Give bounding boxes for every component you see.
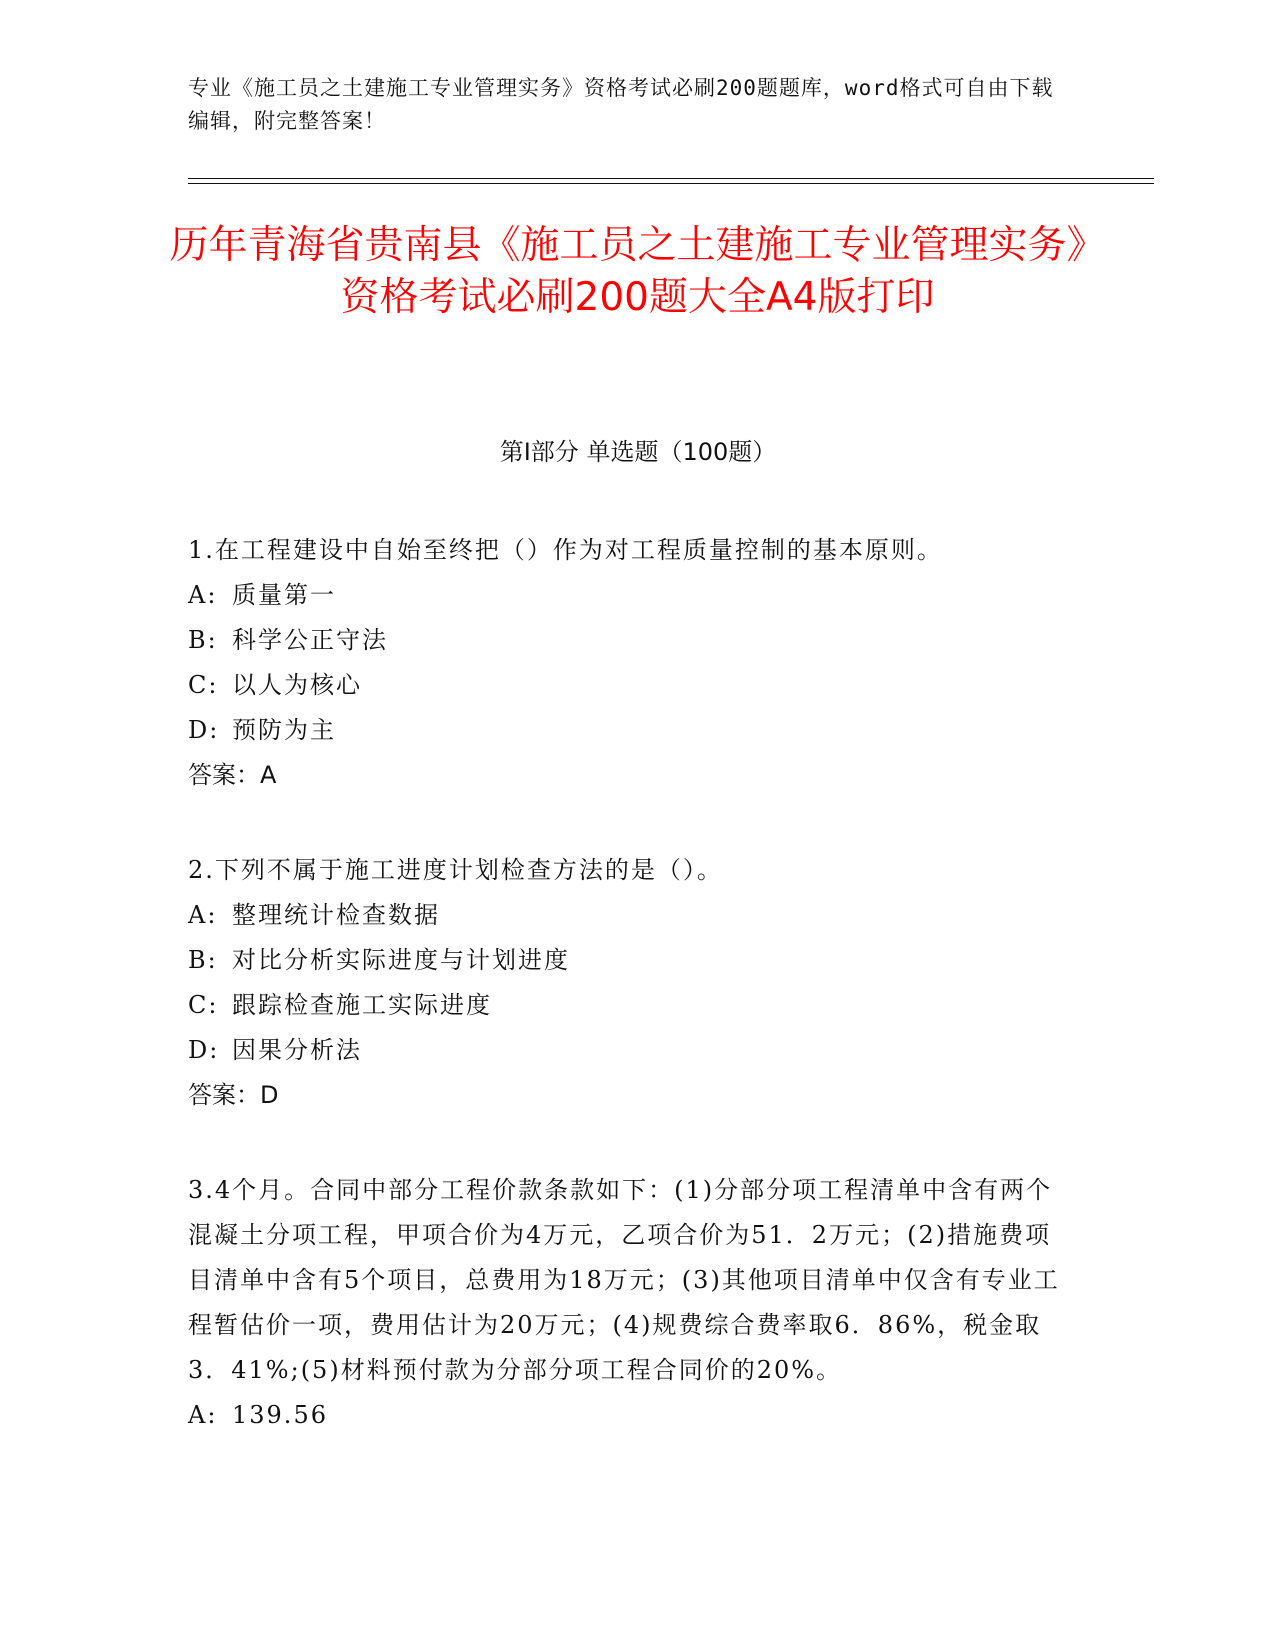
header-rule-bottom — [188, 183, 1154, 184]
question-1 — [188, 528, 1068, 798]
option-text: 以人为核心 — [232, 671, 362, 699]
option-d — [188, 708, 1068, 753]
question-text: 1.在工程建设中自始至终把（）作为对工程质量控制的基本原则。 — [188, 536, 943, 564]
header-rule-top — [188, 178, 1154, 179]
question-text: 3.4个月。合同中部分工程价款条款如下：(1)分部分项工程清单中含有两个混凝土分项工程，甲项合价为4万元，乙项合价为51．2万元；(2)措施费项目清单中含有5个项目，总费用为18万元；(3)其他项目清单中仅含有专业工程暂估价一项，费用估计为20万元；(4)规费综合费率取6．86%，税金取3．41%;(5)材料预付款为分部分项工程合同价的20%。 — [188, 1176, 1060, 1384]
option-text: 整理统计检查数据 — [232, 901, 440, 929]
document-title: 历年青海省贵南县《施工员之土建施工专业管理实务》资格考试必刷200题大全A4版打印 — [169, 223, 1106, 320]
answer: 答案：A — [188, 761, 277, 789]
option-text: 对比分析实际进度与计划进度 — [232, 946, 570, 974]
option-a — [188, 893, 1068, 938]
option-b — [188, 938, 1068, 983]
option-letter: A: — [188, 901, 218, 929]
option-d — [188, 1028, 1068, 1073]
question-3 — [188, 1168, 1068, 1438]
option-b — [188, 618, 1068, 663]
question-text: 2.下列不属于施工进度计划检查方法的是（）。 — [188, 856, 723, 884]
option-text: 139.56 — [232, 1401, 328, 1429]
option-letter: B: — [188, 946, 218, 974]
option-text: 因果分析法 — [232, 1036, 362, 1064]
option-text: 科学公正守法 — [232, 626, 388, 654]
option-c — [188, 983, 1068, 1028]
option-letter: D: — [188, 716, 220, 744]
option-text: 跟踪检查施工实际进度 — [232, 991, 492, 1019]
option-letter: C: — [188, 991, 219, 1019]
header-note: 专业《施工员之土建施工专业管理实务》资格考试必刷200题题库，word格式可自由下载编辑，附完整答案！ — [188, 76, 1054, 133]
part-title: 第Ⅰ部分 单选题（100题） — [499, 438, 777, 466]
option-letter: B: — [188, 626, 218, 654]
option-letter: C: — [188, 671, 219, 699]
answer: 答案：D — [188, 1081, 279, 1109]
option-a — [188, 573, 1068, 618]
option-a — [188, 1393, 1068, 1438]
option-text: 质量第一 — [232, 581, 336, 609]
option-letter: D: — [188, 1036, 220, 1064]
option-text: 预防为主 — [232, 716, 336, 744]
question-2 — [188, 848, 1068, 1118]
option-letter: A: — [188, 1401, 218, 1429]
option-letter: A: — [188, 581, 218, 609]
option-c — [188, 663, 1068, 708]
